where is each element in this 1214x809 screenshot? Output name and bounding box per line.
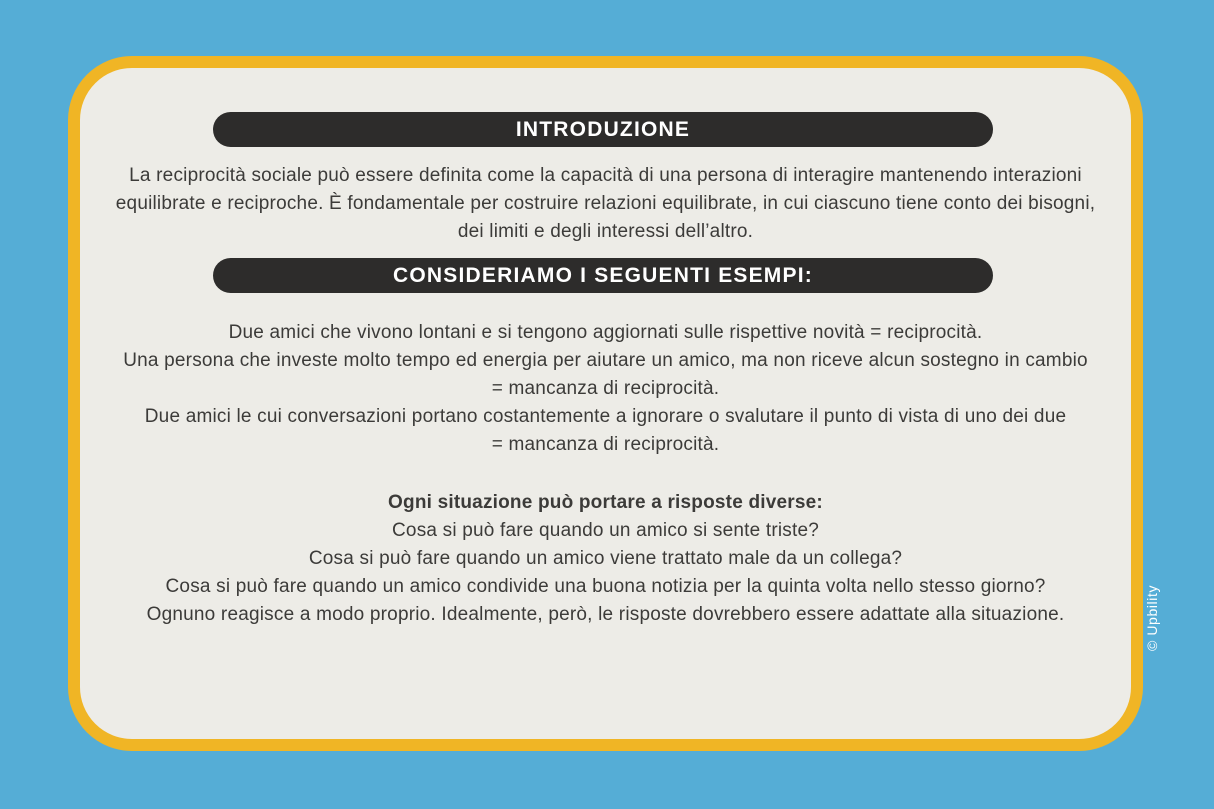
intro-paragraph bbox=[80, 162, 1131, 246]
worksheet-card bbox=[68, 56, 1143, 751]
example-line: Due amici le cui conversazioni portano costantemente a ignorare o svalutare il punto di vista di uno dei due bbox=[144, 406, 1067, 427]
situation-line: Cosa si può fare quando un amico si sente triste? bbox=[392, 520, 819, 541]
example-line: = mancanza di reciprocità. bbox=[491, 434, 720, 455]
intro-line: La reciprocità sociale può essere definita come la capacità di una persona di interagire mantenendo interazioni bbox=[129, 165, 1082, 186]
example-line: Due amici che vivono lontani e si tengono aggiornati sulle rispettive novità = reciprocità. bbox=[228, 322, 983, 343]
intro-line: equilibrate e reciproche. È fondamentale per costruire relazioni equilibrate, in cui ciascuno tiene conto dei bisogni, bbox=[115, 193, 1096, 214]
example-line: = mancanza di reciprocità. bbox=[491, 378, 720, 399]
situations-paragraph bbox=[80, 489, 1131, 629]
situation-line: Cosa si può fare quando un amico viene trattato male da un collega? bbox=[308, 548, 903, 569]
situation-line: Cosa si può fare quando un amico condivide una buona notizia per la quinta volta nello stesso giorno? bbox=[165, 576, 1046, 597]
intro-line: dei limiti e degli interessi dell’altro. bbox=[457, 221, 754, 242]
examples-header-pill: CONSIDERIAMO I SEGUENTI ESEMPI: bbox=[213, 258, 993, 293]
intro-header-pill: INTRODUZIONE bbox=[213, 112, 993, 147]
situations-lead: Ogni situazione può portare a risposte diverse: bbox=[388, 492, 823, 513]
situation-line: Ognuno reagisce a modo proprio. Idealmente, però, le risposte dovrebbero essere adattate alla situazione. bbox=[146, 604, 1065, 625]
examples-paragraph bbox=[80, 319, 1131, 459]
upbility-watermark: © Upbility bbox=[1144, 584, 1160, 652]
example-line: Una persona che investe molto tempo ed energia per aiutare un amico, ma non riceve alcun sostegno in cambio bbox=[123, 350, 1088, 371]
